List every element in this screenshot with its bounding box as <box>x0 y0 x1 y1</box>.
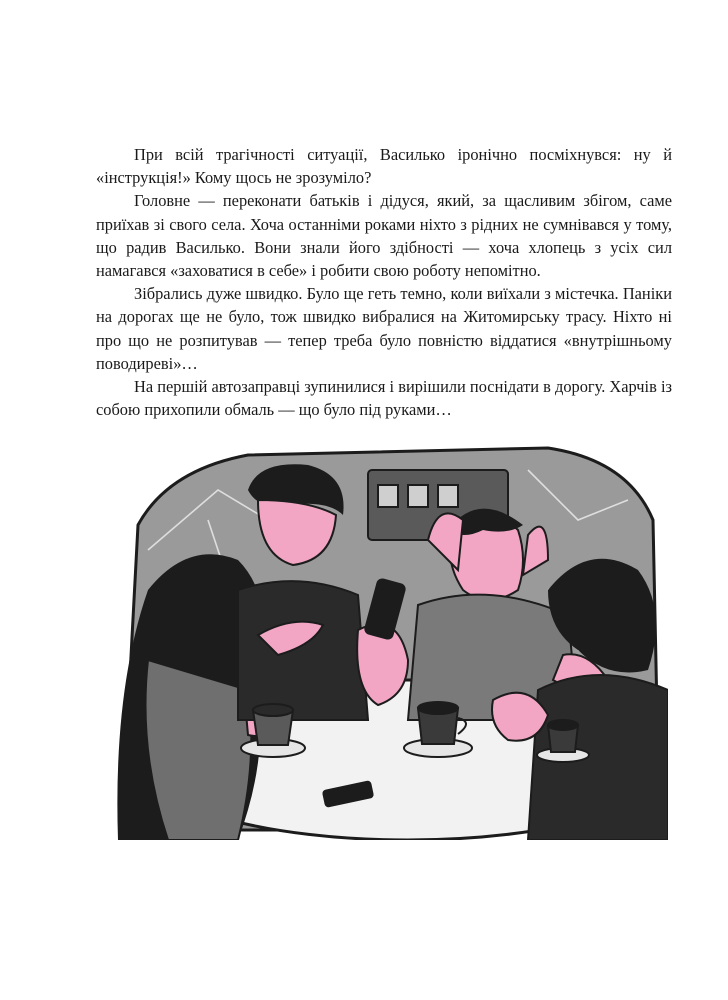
paragraph-1: При всій трагічності ситуації, Василько іронічно посміхнувся: ну й «інструкція!» Кому щось не зрозуміло? <box>96 145 672 188</box>
paragraph-3: Зібрались дуже швидко. Було ще геть темно, коли виїхали з містечка. Паніки на дорогах ще не було, тож швидко вибралися на Житомирську трасу. Ніхто ні про що не розпитував — тепер треба було повністю віддатися «внутрішньому поводиреві»… <box>96 284 672 373</box>
paragraph-2: Головне — переконати батьків і дідуся, який, за щасливим збігом, саме приїхав зі свого села. Хоча останніми роками ніхто з рідних не сумнівався у тому, що радив Василько. Вони знали його здібності — хоча хлопець з усіх сил намагався «заховатися в себе» і робити свою роботу непомітно. <box>96 191 672 281</box>
cafe-illustration <box>108 430 668 840</box>
body-text <box>96 143 672 421</box>
paragraph-4: На першій автозаправці зупинилися і вирішили поснідати в дорогу. Харчів із собою прихопили обмаль — що було під руками… <box>96 377 672 420</box>
